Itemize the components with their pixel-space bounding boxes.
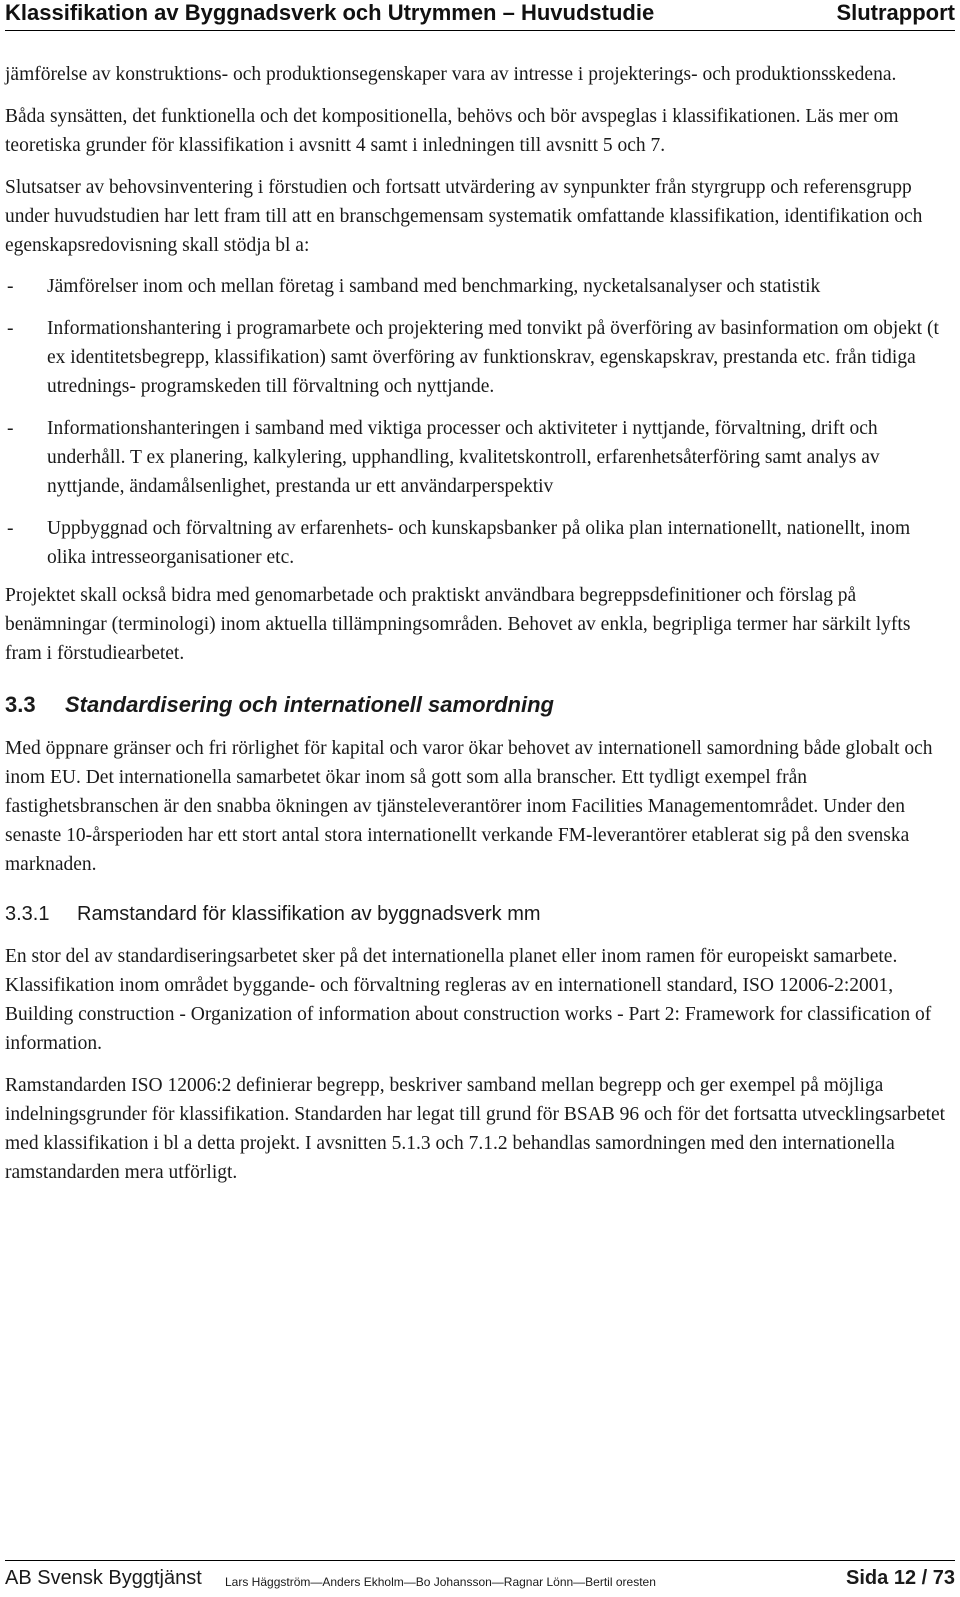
subsection-number: 3.3.1 — [5, 903, 50, 925]
page-body — [5, 60, 950, 1200]
page-number: Sida 12 / 73 — [846, 1567, 955, 1589]
list-item — [5, 414, 950, 501]
page-header — [5, 0, 955, 31]
paragraph: Båda synsätten, det funktionella och det kompositionella, behövs och bör avspeglas i klassifikationen. Läs mer om teoretiska grunder för klassifikation i avsnitt 4 samt i inledningen till avsnitt 5 och 7. — [5, 106, 899, 156]
page-footer — [5, 1560, 955, 1597]
list-bullet: - — [7, 418, 14, 439]
paragraph: Med öppnare gränser och fri rörlighet för kapital och varor ökar behovet av internationell samordning både globalt och inom EU. Det internationella samarbetet ökar inom så gott som alla branscher. Ett tydligt exempel från fastighetsbranschen är den snabba ökningen av tjänsteleverantörer inom Facilities Managementområdet. Under den senaste 10-årsperioden har ett stort antal stora internationellt verkande FM-leverantörer etablerat sig på den svenska marknaden. — [5, 738, 933, 875]
list-item-text: Informationshanteringen i samband med viktiga processer och aktiviteter i nyttjande, förvaltning, drift och underhåll. T ex planering, kalkylering, upphandling, kvalitetskontroll, erfarenhetsåterföring samt analys av nyttjande, ändamålsenlighet, prestanda ur ett användarperspektiv — [47, 418, 880, 497]
list-bullet: - — [7, 276, 14, 297]
paragraph: Slutsatser av behovsinventering i förstudien och fortsatt utvärdering av synpunkter från styrgrupp och referensgrupp under huvudstudien har lett fram till att en branschgemensam systematik omfattande klassifikation, identifikation och egenskapsredovisning skall stödja bl a: — [5, 177, 923, 256]
list-item — [5, 514, 950, 572]
document-title: Klassifikation av Byggnadsverk och Utrymmen – Huvudstudie — [5, 0, 655, 25]
subsection-title: Ramstandard för klassifikation av byggnadsverk mm — [77, 903, 541, 925]
paragraph: Projektet skall också bidra med genomarbetade och praktiskt användbara begreppsdefinitioner och förslag på benämningar (terminologi) inom aktuella tillämpningsområden. Behovet av enkla, begripliga termer har särkilt lyfts fram i förstudiearbetet. — [5, 585, 911, 664]
report-type: Slutrapport — [836, 0, 955, 25]
section-heading — [5, 690, 950, 720]
list-bullet: - — [7, 518, 14, 539]
paragraph: jämförelse av konstruktions- och produktionsegenskaper vara av intresse i projekterings- och produktionsskedena. — [5, 64, 897, 85]
list-item-text: Jämförelser inom och mellan företag i samband med benchmarking, nycketalsanalyser och statistik — [47, 276, 821, 297]
paragraph: En stor del av standardiseringsarbetet sker på det internationella planet eller inom ramen för europeiskt samarbete. Klassifikation inom området byggande- och förvaltning regleras av en internationell standard, ISO 12006-2:2001, Building construction - Organization of information about construction works - Part 2: Framework for classification of information. — [5, 946, 932, 1054]
section-title: Standardisering och internationell samordning — [65, 692, 554, 717]
author-list: Lars Häggström—Anders Ekholm—Bo Johansson—Ragnar Lönn—Bertil oresten — [225, 1575, 656, 1589]
list-item-text: Informationshantering i programarbete och projektering med tonvikt på överföring av basinformation om objekt (t ex identitetsbegrepp, klassifikation) samt överföring av funktionskrav, egenskapskrav, prestanda etc. från tidiga utrednings- programskeden till förvaltning och nyttjande. — [47, 318, 939, 397]
list-item — [5, 314, 950, 401]
list-item — [5, 272, 950, 301]
company-name: AB Svensk Byggtjänst — [5, 1567, 202, 1589]
list-bullet: - — [7, 318, 14, 339]
subsection-heading — [5, 899, 950, 929]
list-item-text: Uppbyggnad och förvaltning av erfarenhets- och kunskapsbanker på olika plan internationellt, nationellt, inom olika intresseorganisationer etc. — [47, 518, 911, 568]
section-number: 3.3 — [5, 692, 36, 717]
paragraph: Ramstandarden ISO 12006:2 definierar begrepp, beskriver samband mellan begrepp och ger exempel på möjliga indelningsgrunder för klassifikation. Standarden har legat till grund för BSAB 96 och för det fortsatta utvecklingsarbetet med klassifikation i bl a detta projekt. I avsnitten 5.1.3 och 7.1.2 behandlas samordningen med den internationella ramstandarden mera utförligt. — [5, 1075, 946, 1183]
